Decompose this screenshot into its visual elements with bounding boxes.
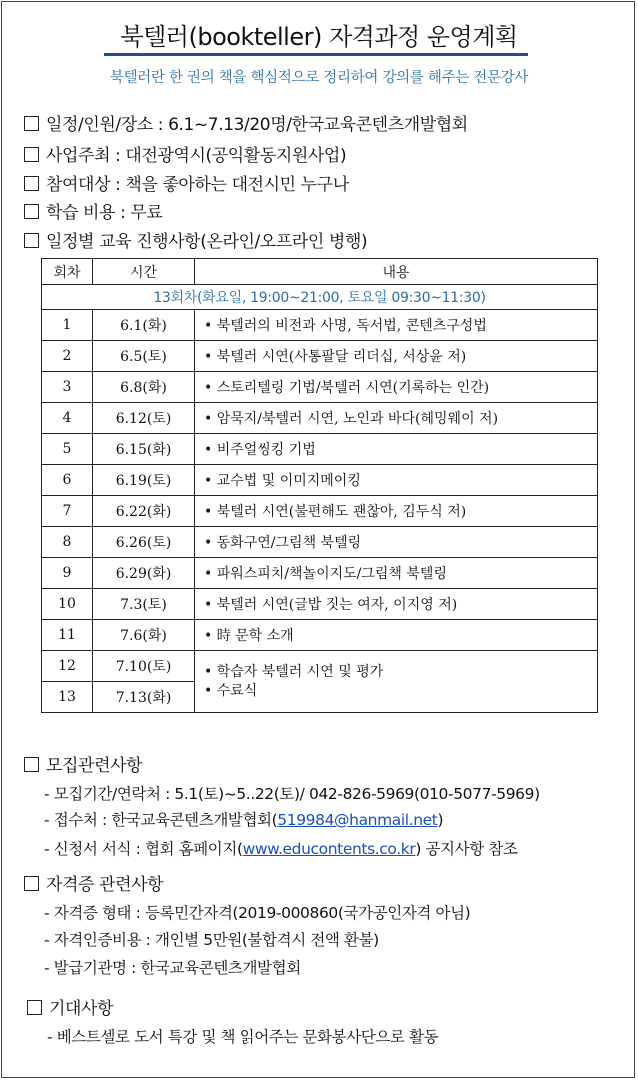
- session-content: • 북텔러 시연(글밥 짓는 여자, 이지영 저): [195, 589, 598, 620]
- session-number: 2: [42, 341, 93, 372]
- overview-item-target: 참여대상 : 책을 좋아하는 대전시민 누구나: [24, 170, 349, 195]
- overview-item-cost: 학습 비용 : 무료: [24, 198, 162, 223]
- schedule-banner: 13회차(화요일, 19:00~21:00, 토요일 09:30~11:30): [42, 285, 598, 310]
- session-date: 7.3(토): [93, 589, 195, 620]
- session-number: 12: [42, 651, 93, 682]
- table-row: [42, 651, 598, 682]
- checkbox-icon: [24, 204, 39, 219]
- table-row: [42, 372, 598, 403]
- session-number: 7: [42, 496, 93, 527]
- session-content: • 동화구연/그림책 북텔링: [195, 527, 598, 558]
- session-date: 7.13(화): [93, 682, 195, 713]
- certificate-issuer: - 발급기관명 : 한국교육콘텐츠개발협회: [44, 959, 301, 977]
- session-date: 6.26(토): [93, 527, 195, 558]
- session-content: • 비주얼씽킹 기법: [195, 434, 598, 465]
- session-date: 7.6(화): [93, 620, 195, 651]
- checkbox-icon: [24, 116, 39, 131]
- session-content: • 時 문학 소개: [195, 620, 598, 651]
- header-time: 시간: [93, 259, 195, 285]
- recruit-heading: 모집관련사항: [24, 751, 142, 776]
- table-row: [42, 403, 598, 434]
- checkbox-icon: [27, 1000, 42, 1015]
- session-date: 6.29(화): [93, 558, 195, 589]
- header-content: 내용: [195, 259, 598, 285]
- table-row: [42, 589, 598, 620]
- session-date: 6.8(화): [93, 372, 195, 403]
- session-date: 6.15(화): [93, 434, 195, 465]
- overview-item-host: 사업주최 : 대전광역시(공익활동지원사업): [24, 141, 346, 166]
- session-date: 7.10(토): [93, 651, 195, 682]
- session-content-merged: [195, 651, 598, 713]
- session-content: • 파워스피치/책놀이지도/그림책 북텔링: [195, 558, 598, 589]
- session-date: 6.12(토): [93, 403, 195, 434]
- page-title: 북텔러(bookteller) 자격과정 운영계획: [120, 23, 518, 51]
- table-row: [42, 496, 598, 527]
- content-line: • 수료식: [204, 682, 258, 699]
- session-number: 13: [42, 682, 93, 713]
- session-content: • 북텔러 시연(사통팔달 리더십, 서상윤 저): [195, 341, 598, 372]
- session-date: 6.1(화): [93, 310, 195, 341]
- session-date: 6.19(토): [93, 465, 195, 496]
- table-row: [42, 527, 598, 558]
- session-number: 10: [42, 589, 93, 620]
- recruit-period: - 모집기간/연락처 : 5.1(토)~5..22(토)/ 042-826-5969(010-5077-5969): [44, 785, 540, 803]
- recruit-form: - 신청서 서식 : 협회 홈페이지(www.educontents.co.kr) 공지사항 참조: [44, 840, 518, 858]
- expected-item: - 베스트셀로 도서 특강 및 책 읽어주는 문화봉사단으로 활동: [47, 1028, 439, 1046]
- expected-heading: 기대사항: [27, 994, 113, 1019]
- certificate-type: - 자격증 형태 : 등록민간자격(2019-000860(국가공인자격 아님): [44, 904, 471, 922]
- session-number: 6: [42, 465, 93, 496]
- content-line: • 학습자 북텔러 시연 및 평가: [204, 663, 384, 680]
- table-banner-row: [42, 285, 598, 310]
- session-number: 3: [42, 372, 93, 403]
- table-header-row: [42, 259, 598, 285]
- session-content: • 북텔러의 비전과 사명, 독서법, 콘텐츠구성법: [195, 310, 598, 341]
- table-row: [42, 465, 598, 496]
- session-number: 1: [42, 310, 93, 341]
- checkbox-icon: [24, 176, 39, 191]
- table-row: [42, 620, 598, 651]
- table-row: [42, 558, 598, 589]
- session-content: • 스토리텔링 기법/북텔러 시연(기록하는 인간): [195, 372, 598, 403]
- certificate-cost: - 자격인증비용 : 개인별 5만원(불합격시 전액 환불): [44, 931, 379, 949]
- checkbox-icon: [24, 876, 39, 891]
- session-number: 5: [42, 434, 93, 465]
- email-link[interactable]: 519984@hanmail.net: [277, 811, 438, 829]
- checkbox-icon: [24, 233, 39, 248]
- page-subtitle: 북텔러란 한 권의 책을 핵심적으로 정리하여 강의를 해주는 전문강사: [109, 70, 529, 86]
- session-date: 6.5(토): [93, 341, 195, 372]
- overview-item-progress: 일정별 교육 진행사항(온라인/오프라인 병행): [24, 227, 367, 252]
- header-session: 회차: [42, 259, 93, 285]
- session-number: 9: [42, 558, 93, 589]
- website-link[interactable]: www.educontents.co.kr: [242, 840, 416, 858]
- session-content: • 교수법 및 이미지메이킹: [195, 465, 598, 496]
- session-number: 8: [42, 527, 93, 558]
- session-number: 4: [42, 403, 93, 434]
- certificate-heading: 자격증 관련사항: [24, 870, 163, 895]
- session-number: 11: [42, 620, 93, 651]
- table-row: [42, 434, 598, 465]
- title-underline: [104, 53, 528, 56]
- table-row: [42, 341, 598, 372]
- table-row: [42, 310, 598, 341]
- session-date: 6.22(화): [93, 496, 195, 527]
- overview-item-schedule: 일정/인원/장소 : 6.1~7.13/20명/한국교육콘텐츠개발협회: [24, 110, 468, 135]
- session-content: • 북텔러 시연(불편해도 괜찮아, 김두식 저): [195, 496, 598, 527]
- checkbox-icon: [24, 757, 39, 772]
- schedule-table: [41, 258, 598, 713]
- recruit-reception: - 접수처 : 한국교육콘텐츠개발협회(519984@hanmail.net): [44, 811, 444, 829]
- checkbox-icon: [24, 147, 39, 162]
- session-content: • 암묵지/북텔러 시연, 노인과 바다(헤밍웨이 저): [195, 403, 598, 434]
